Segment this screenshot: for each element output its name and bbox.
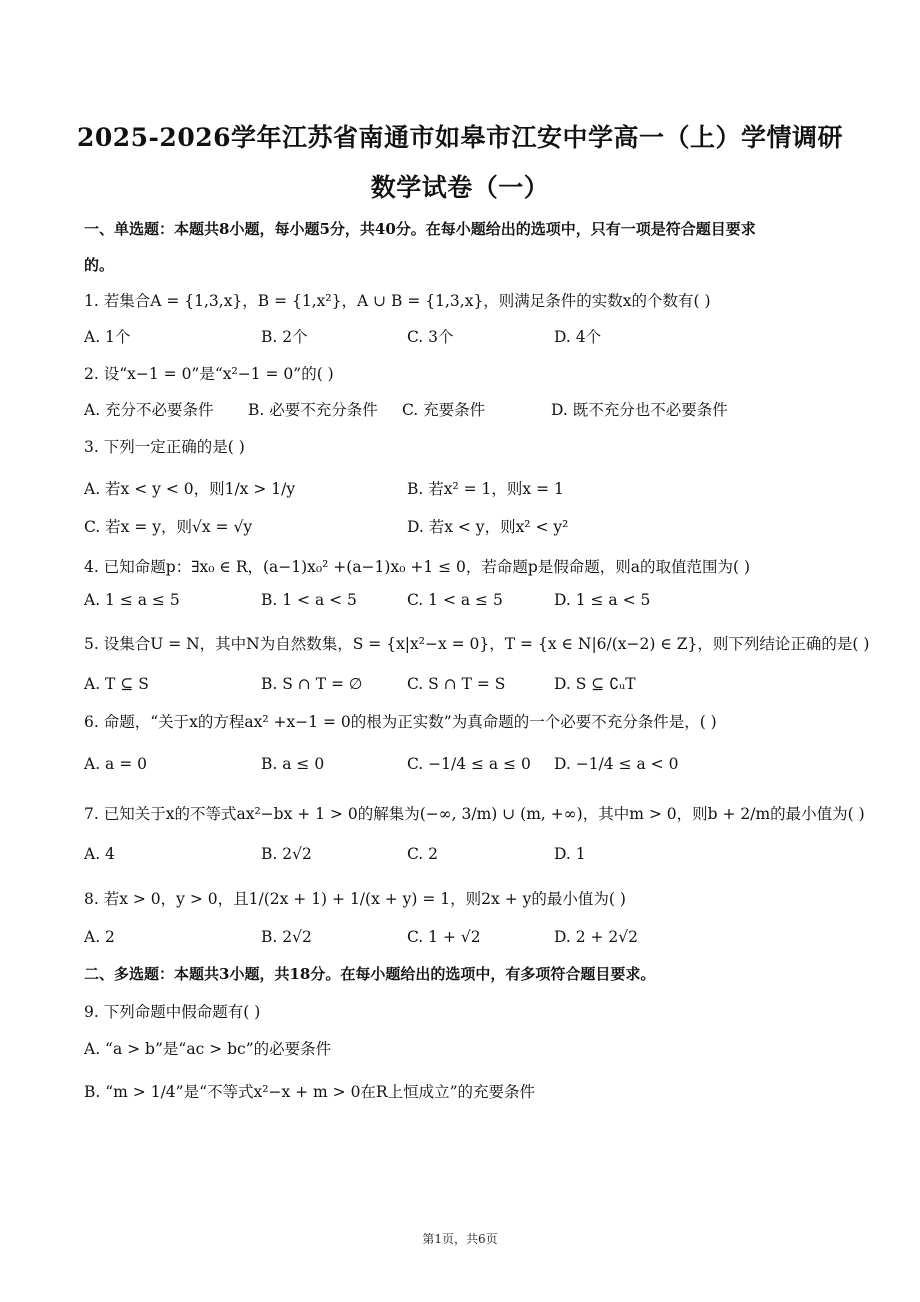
exam-title-line1: 2025-2026学年江苏省南通市如皋市江安中学高一（上）学情调研 — [76, 123, 844, 152]
q1-option-a: A. 1个 — [84, 328, 131, 346]
exam-title-line2: 数学试卷（一） — [370, 173, 550, 202]
section-heading-multiple-choice: 二、多选题：本题共3小题，共18分。在每小题给出的选项中，有多项符合题目要求。 — [84, 965, 656, 983]
q3-option-a: A. 若x < y < 0，则1/x > 1/y — [84, 480, 296, 498]
q7-option-d: D. 1 — [554, 845, 586, 863]
section-heading-single-choice: 一、单选题：本题共8小题，每小题5分，共40分。在每小题给出的选项中，只有一项是符合题目要求 — [84, 220, 756, 238]
q9-option-b: B. “m > 1/4”是“不等式x²−x + m > 0在R上恒成立”的充要条件 — [84, 1083, 536, 1101]
q5-option-c: C. S ∩ T = S — [407, 675, 506, 693]
q7-option-a: A. 4 — [84, 845, 115, 863]
question-stem-1: 1. 若集合A = {1,3,x}，B = {1,x²}，A ∪ B = {1,3,x}，则满足条件的实数x的个数有( ) — [84, 292, 711, 310]
q6-option-d: D. −1/4 ≤ a < 0 — [554, 755, 679, 773]
q4-option-a: A. 1 ≤ a ≤ 5 — [84, 591, 180, 609]
q3-option-b: B. 若x² = 1，则x = 1 — [407, 480, 564, 498]
q6-option-b: B. a ≤ 0 — [261, 755, 325, 773]
q3-option-d: D. 若x < y，则x² < y² — [407, 518, 569, 536]
q7-option-c: C. 2 — [407, 845, 439, 863]
q4-option-b: B. 1 < a < 5 — [261, 591, 357, 609]
question-stem-7: 7. 已知关于x的不等式ax²−bx + 1 > 0的解集为(−∞, 3/m) ∪ (m, +∞)，其中m > 0，则b + 2/m的最小值为( ) — [84, 805, 865, 823]
q1-option-d: D. 4个 — [554, 328, 602, 346]
q9-option-a: A. “a > b”是“ac > bc”的必要条件 — [84, 1040, 332, 1058]
q6-option-a: A. a = 0 — [84, 755, 147, 773]
q4-option-d: D. 1 ≤ a < 5 — [554, 591, 651, 609]
question-stem-3: 3. 下列一定正确的是( ) — [84, 438, 245, 456]
question-stem-6: 6. 命题，“关于x的方程ax² +x−1 = 0的根为正实数”为真命题的一个必要不充分条件是，( ) — [84, 713, 717, 731]
q5-option-b: B. S ∩ T = ∅ — [261, 675, 363, 693]
q6-option-c: C. −1/4 ≤ a ≤ 0 — [407, 755, 531, 773]
question-stem-2: 2. 设“x−1 = 0”是“x²−1 = 0”的( ) — [84, 365, 334, 383]
q2-option-c: C. 充要条件 — [402, 401, 486, 419]
q8-option-d: D. 2 + 2√2 — [554, 928, 639, 946]
q2-option-b: B. 必要不充分条件 — [248, 401, 378, 419]
q5-option-a: A. T ⊆ S — [84, 675, 149, 693]
question-stem-8: 8. 若x > 0，y > 0，且1/(2x + 1) + 1/(x + y) = 1，则2x + y的最小值为( ) — [84, 890, 626, 908]
q7-option-b: B. 2√2 — [261, 845, 312, 863]
q3-option-c: C. 若x = y，则√x = √y — [84, 518, 253, 536]
q4-option-c: C. 1 < a ≤ 5 — [407, 591, 503, 609]
question-stem-9: 9. 下列命题中假命题有( ) — [84, 1003, 261, 1021]
q1-option-c: C. 3个 — [407, 328, 454, 346]
q1-option-b: B. 2个 — [261, 328, 308, 346]
question-stem-5: 5. 设集合U = N，其中N为自然数集，S = {x|x²−x = 0}，T = {x ∈ N|6/(x−2) ∈ Z}，则下列结论正确的是( ) — [84, 635, 870, 653]
q8-option-b: B. 2√2 — [261, 928, 312, 946]
q5-option-d: D. S ⊆ ∁ᵤT — [554, 675, 636, 693]
q8-option-c: C. 1 + √2 — [407, 928, 481, 946]
page-footer: 第1页，共6页 — [422, 1232, 498, 1246]
q8-option-a: A. 2 — [84, 928, 115, 946]
question-stem-4: 4. 已知命题p：∃x₀ ∈ R，(a−1)x₀² +(a−1)x₀ +1 ≤ 0，若命题p是假命题，则a的取值范围为( ) — [84, 558, 751, 576]
section-heading-single-choice-cont: 的。 — [84, 256, 115, 274]
q2-option-a: A. 充分不必要条件 — [84, 401, 214, 419]
q2-option-d: D. 既不充分也不必要条件 — [551, 401, 728, 419]
